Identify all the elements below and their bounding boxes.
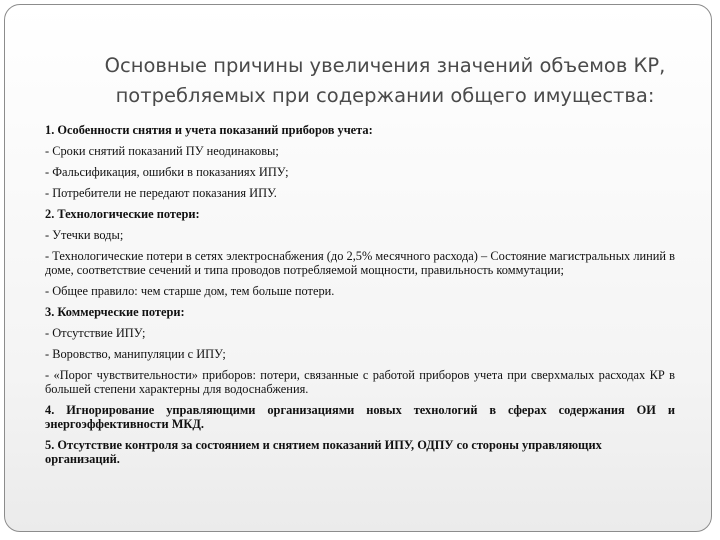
- section-3-heading: 3. Коммерческие потери:: [45, 305, 185, 319]
- section-1-heading: 1. Особенности снятия и учета показаний приборов учета:: [45, 123, 373, 137]
- section-4: 4. Игнорирование управляющими организациями новых технологий в сферах содержания ОИ и энергоэффективности МКД.: [45, 403, 675, 431]
- section-1-item-3: - Потребители не передают показания ИПУ.: [45, 186, 277, 200]
- section-2-item-1: - Утечки воды;: [45, 228, 124, 242]
- slide-title: [65, 51, 705, 111]
- slide: [4, 4, 712, 532]
- title-line-2: потребляемых при содержании общего имущества:: [115, 84, 655, 107]
- section-1-item-2: - Фальсификация, ошибки в показаниях ИПУ;: [45, 165, 289, 179]
- section-2-heading: 2. Технологические потери:: [45, 207, 200, 221]
- section-1-item-1: - Сроки снятий показаний ПУ неодинаковы;: [45, 144, 279, 158]
- title-line-1: Основные причины увеличения значений объемов КР,: [104, 54, 666, 77]
- section-5: 5. Отсутствие контроля за состоянием и снятием показаний ИПУ, ОДПУ со стороны управляющих организаций.: [45, 438, 602, 466]
- section-3-item-3: - «Порог чувствительности» приборов: потери, связанные с работой приборов учета при сверхмалых расходах КР в большей степени характерны для водоснабжения.: [45, 368, 675, 396]
- slide-body: [45, 123, 675, 473]
- section-2-item-3: - Общее правило: чем старше дом, тем больше потери.: [45, 284, 335, 298]
- section-3-item-1: - Отсутствие ИПУ;: [45, 326, 146, 340]
- section-2-item-2: - Технологические потери в сетях электроснабжения (до 2,5% месячного расхода) – Состояние магистральных линий в доме, соответствие сечений и типа проводов потребляемой мощности, правильность коммутации;: [45, 249, 675, 277]
- section-3-item-2: - Воровство, манипуляции с ИПУ;: [45, 347, 226, 361]
